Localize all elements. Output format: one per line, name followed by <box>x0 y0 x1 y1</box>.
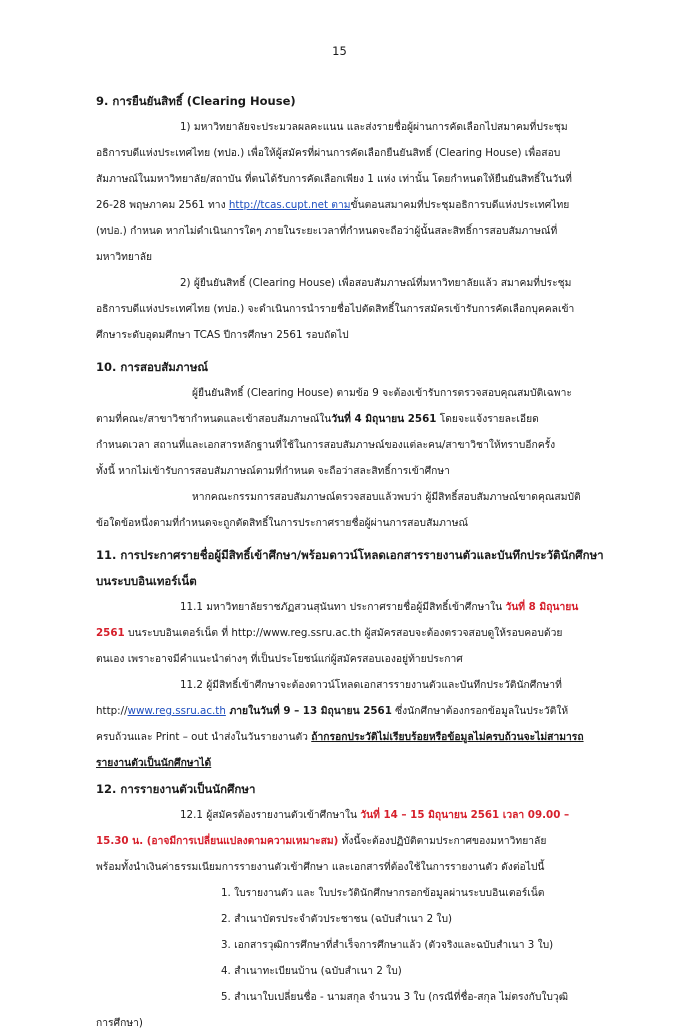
text: บนระบบอินเตอร์เน็ต ที่ http://www.reg.ssru.ac.th ผู้สมัครสอบจะต้องตรวจสอบดูให้รอบคอบด้วย <box>124 627 563 639</box>
document-list-item-cont: การศึกษา) <box>96 1017 143 1029</box>
page-content <box>96 88 618 1036</box>
s9-p1-line: สัมภาษณ์ในมหาวิทยาลัย/สถาบัน ที่ตนได้รับการคัดเลือกเพียง 1 แห่ง เท่านั้น โดยกำหนดให้ยืนยันสิทธิ์ในวันที่ <box>96 173 572 185</box>
s11-p2-line <box>96 750 618 776</box>
document-list-item: 5. สำเนาใบเปลี่ยนชื่อ - นามสกุล จำนวน 3 ใบ (กรณีที่ชื่อ-สกุล ไม่ตรงกับใบวุฒิ <box>221 991 569 1003</box>
s11-p2-line <box>96 698 618 724</box>
section-10-heading: 10. การสอบสัมภาษณ์ <box>96 360 209 374</box>
document-list-item: 1. ใบรายงานตัว และ ใบประวัตินักศึกษากรอกข้อมูลผ่านระบบอินเตอร์เน็ต <box>221 887 545 899</box>
text: 26-28 พฤษภาคม 2561 ทาง <box>96 199 229 211</box>
section-9-heading: 9. การยืนยันสิทธิ์ (Clearing House) <box>96 94 296 108</box>
s9-p1-line: (ทปอ.) กำหนด หากไม่ดำเนินการใดๆ ภายในระยะเวลาที่กำหนดจะถือว่าผู้นั้นสละสิทธิ์การสอบสัมภาษณ์ที่ <box>96 225 558 237</box>
s10-p1-line <box>96 406 618 432</box>
s9-p1-line: 1) มหาวิทยาลัยจะประมวลผลคะแนน และส่งรายชื่อผู้ผ่านการคัดเลือกไปสมาคมที่ประชุม <box>180 121 568 133</box>
s9-p1-line <box>96 192 618 218</box>
s9-p2-line: 2) ผู้ยืนยันสิทธิ์ (Clearing House) เพื่อสอบสัมภาษณ์ที่มหาวิทยาลัยแล้ว สมาคมที่ประชุม <box>180 277 572 289</box>
text: ซึ่งนักศึกษาต้องกรอกข้อมูลในประวัติให้ <box>391 705 569 717</box>
text: 12.1 ผู้สมัครต้องรายงานตัวเข้าศึกษาใน <box>180 809 361 821</box>
announce-year: 2561 <box>96 627 125 639</box>
text: ทั้งนี้จะต้องปฏิบัติตามประกาศของมหาวิทยาลัย <box>338 835 547 847</box>
s10-p1-line: ผู้ยืนยันสิทธิ์ (Clearing House) ตามข้อ 9 จะต้องเข้ารับการตรวจสอบคุณสมบัติเฉพาะ <box>192 387 572 399</box>
s10-p1-line: ทั้งนี้ หากไม่เข้ารับการสอบสัมภาษณ์ตามที่กำหนด จะถือว่าสละสิทธิ์การเข้าศึกษา <box>96 465 450 477</box>
s12-p1-line: พร้อมทั้งนำเงินค่าธรรมเนียมการรายงานตัวเข้าศึกษา และเอกสารที่ต้องใช้ในการรายงานตัว ดังต่อไปนี้ <box>96 861 545 873</box>
warning-text: รายงานตัวเป็นนักศึกษาได้ <box>96 757 212 769</box>
s10-p2-line: หากคณะกรรมการสอบสัมภาษณ์ตรวจสอบแล้วพบว่า ผู้มีสิทธิ์สอบสัมภาษณ์ขาดคุณสมบัติ <box>192 491 581 503</box>
s12-p1-line <box>96 802 618 828</box>
warning-text: ถ้ากรอกประวัติไม่เรียบร้อยหรือข้อมูลไม่ครบถ้วนจะไม่สามารถ <box>311 731 584 743</box>
text: ขั้นตอนสมาคมที่ประชุมอธิการบดีแห่งประเทศไทย <box>350 199 570 211</box>
text: ตามที่คณะ/สาขาวิชากำหนดและเข้าสอบสัมภาษณ์ใน <box>96 413 332 425</box>
announce-date: วันที่ 8 มิถุนายน <box>505 601 579 613</box>
document-list-item: 3. เอกสารวุฒิการศึกษาที่สำเร็จการศึกษาแล้ว (ตัวจริงและฉบับสำเนา 3 ใบ) <box>221 939 554 951</box>
s9-p1-line: อธิการบดีแห่งประเทศไทย (ทปอ.) เพื่อให้ผู้สมัครที่ผ่านการคัดเลือกยืนยันสิทธิ์ (Clearing House) เพื่อสอบ <box>96 147 561 159</box>
text: ครบถ้วนและ Print – out นำส่งในวันรายงานตัว <box>96 731 312 743</box>
s10-p2-line: ข้อใดข้อหนึ่งตามที่กำหนดจะถูกตัดสิทธิ์ในการประกาศรายชื่อผู้ผ่านการสอบสัมภาษณ์ <box>96 517 469 529</box>
download-period: ภายในวันที่ 9 – 13 มิถุนายน 2561 <box>225 705 392 717</box>
page-number: 15 <box>332 44 347 58</box>
s11-p1-line: ตนเอง เพราะอาจมีคำแนะนำต่างๆ ที่เป็นประโยชน์แก่ผู้สมัครสอบเองอยู่ท้ายประกาศ <box>96 653 463 665</box>
tcas-link[interactable]: http://tcas.cupt.net ตาม <box>228 199 351 211</box>
report-time: 15.30 น. (อาจมีการเปลี่ยนแปลงตามความเหมาะสม) <box>96 835 339 847</box>
document-list-item: 2. สำเนาบัตรประจำตัวประชาชน (ฉบับสำเนา 2 ใบ) <box>221 913 452 925</box>
s11-p1-line <box>96 620 618 646</box>
text: http:// <box>96 705 128 717</box>
section-11-heading: 11. การประกาศรายชื่อผู้มีสิทธิ์เข้าศึกษา/พร้อมดาวน์โหลดเอกสารรายงานตัวและบันทึกประวัตินักศึกษา <box>96 548 604 562</box>
document-list-item: 4. สำเนาทะเบียนบ้าน (ฉบับสำเนา 2 ใบ) <box>221 965 402 977</box>
s12-p1-line <box>96 828 618 854</box>
report-date: วันที่ 14 – 15 มิถุนายน 2561 เวลา 09.00 – <box>360 809 570 821</box>
s9-p2-line: อธิการบดีแห่งประเทศไทย (ทปอ.) จะดำเนินการนำรายชื่อไปตัดสิทธิ์ในการสมัครเข้ารับการคัดเลือกบุคคลเข้า <box>96 303 575 315</box>
reg-link[interactable]: www.reg.ssru.ac.th <box>127 705 226 717</box>
section-11-heading: บนระบบอินเทอร์เน็ต <box>96 574 197 588</box>
section-12-heading: 12. การรายงานตัวเป็นนักศึกษา <box>96 782 256 796</box>
s9-p1-line: มหาวิทยาลัย <box>96 251 153 263</box>
interview-date: วันที่ 4 มิถุนายน 2561 <box>331 413 437 425</box>
s11-p2-line: 11.2 ผู้มีสิทธิ์เข้าศึกษาจะต้องดาวน์โหลดเอกสารรายงานตัวและบันทึกประวัตินักศึกษาที่ <box>180 679 562 691</box>
s10-p1-line: กำหนดเวลา สถานที่และเอกสารหลักฐานที่ใช้ในการสอบสัมภาษณ์ของแต่ละคน/สาขาวิชาให้ทราบอีกครั้ง <box>96 439 556 451</box>
s11-p1-line <box>96 594 618 620</box>
text: 11.1 มหาวิทยาลัยราชภัฏสวนสุนันทา ประกาศรายชื่อผู้มีสิทธิ์เข้าศึกษาใน <box>180 601 506 613</box>
s11-p2-line <box>96 724 618 750</box>
s9-p2-line: ศึกษาระดับอุดมศึกษา TCAS ปีการศึกษา 2561 รอบถัดไป <box>96 329 349 341</box>
text: โดยจะแจ้งรายละเอียด <box>436 413 539 425</box>
